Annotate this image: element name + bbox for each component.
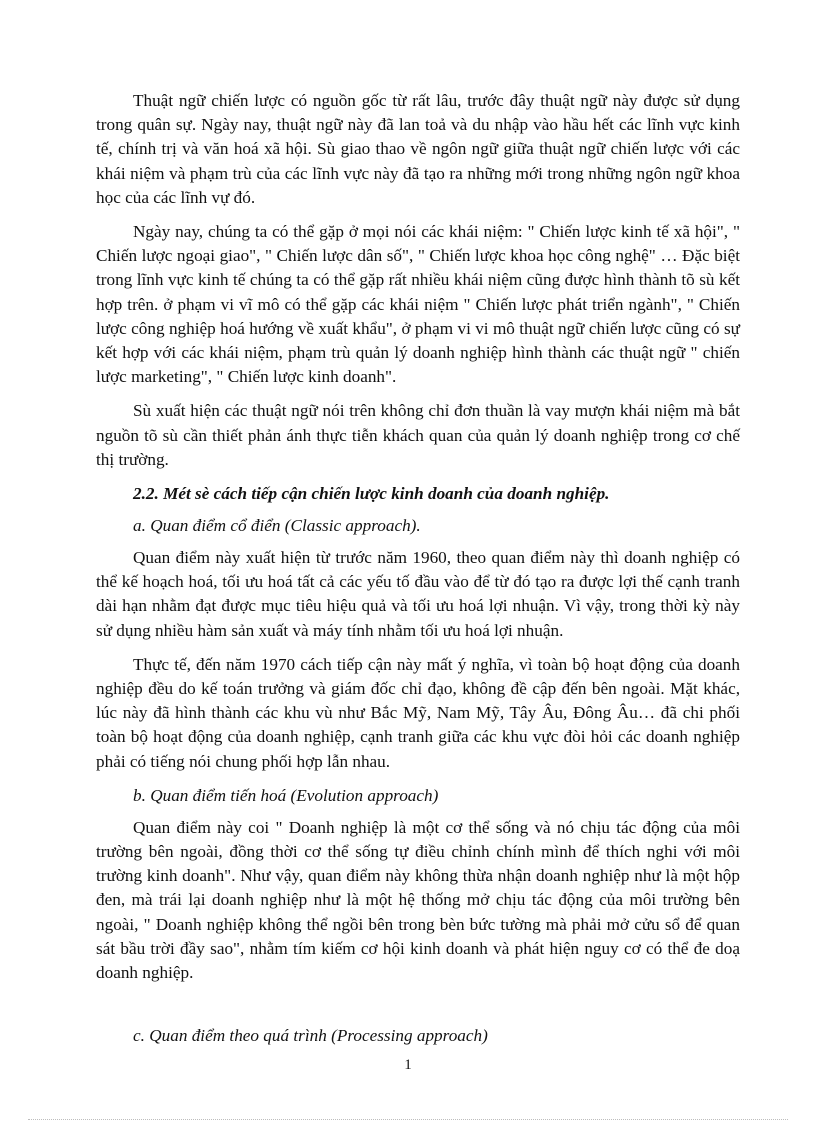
paragraph-evolution-approach: Quan điểm này coi " Doanh nghiệp là một cơ thể sống và nó chịu tác động của môi trường bên ngoài, đồng thời cơ thể sống tự điều chỉnh chính mình để thích nghi với môi trường kinh doanh". Như vậy, quan điểm này không thừa nhận doanh nghiệp như là một hộp đen, mà trái lại doanh nghiệp như là một hệ thống mở chịu tác động của môi trường bên ngoài, " Doanh nghiệp không thể ngồi bên trong bèn bức tường mà phải mở cửu sổ để quan sát bầu trời đầy sao", nhằm tím kiếm cơ hội kinh doanh và phát hiện nguy cơ có thể đe doạ doanh nghiệp.: [96, 817, 740, 983]
paragraph-strategy-concepts: Ngày nay, chúng ta có thể gặp ở mọi nói các khái niệm: " Chiến lược kinh tế xã hội", " Chiến lược ngoại giao", " Chiến lược dân số", " Chiến lược khoa học công nghệ" … Đặc biệt trong lĩnh vực kinh tế chúng ta có thể gặp rất nhiều khái niệm cũng được hình thành tõ sù kết hợp trên. ở phạm vi vĩ mô có thể gặp các khái niệm " Chiến lược phát triển ngành", " Chiến lược công nghiệp hoá hướng về xuất khẩu", ở phạm vi vi mô thuật ngữ chiến lược cũng có sự kết hợp với các khái niệm, phạm trù quản lý doanh nghiệp hình thành các thuật ngữ " chiến lược marketing", " Chiến lược kinh doanh".: [96, 222, 740, 387]
paragraph-classic-approach-decline: Thực tế, đến năm 1970 cách tiếp cận này mất ý nghĩa, vì toàn bộ hoạt động của doanh nghiệp đều do kế toán trưởng và giám đốc chỉ đạo, không đề cập đến bên ngoài. Mặt khác, lúc này đã hình thành các khu vù như Bắc Mỹ, Nam Mỹ, Tây Âu, Đông Âu… đã chi phối toàn bộ hoạt động của doanh nghiệp, cạnh tranh giữa các khu vực đòi hỏi các doanh nghiệp phải có tiếng nói chung phối hợp lẫn nhau.: [96, 654, 740, 771]
section-heading-approaches: 2.2. Mét sè cách tiếp cận chiến lược kinh doanh của doanh nghiệp.: [133, 484, 610, 504]
page-number: 1: [404, 1057, 412, 1073]
subheading-classic-approach: a. Quan điểm cổ điển (Classic approach).: [133, 516, 421, 536]
document-body: [96, 89, 740, 1056]
subheading-evolution-approach: b. Quan điểm tiến hoá (Evolution approach): [133, 785, 439, 805]
paragraph-terms-emergence: Sù xuất hiện các thuật ngữ nói trên không chỉ đơn thuần là vay mượn khái niệm mà bắt nguồn tõ sù cần thiết phản ánh thực tiễn khách quan của quản lý doanh nghiệp trong cơ chế thị trường.: [96, 401, 740, 469]
page-bottom-divider: [28, 1119, 788, 1120]
paragraph-classic-approach: Quan điểm này xuất hiện từ trước năm 1960, theo quan điểm này thì doanh nghiệp có thể kế hoạch hoá, tối ưu hoá tất cả các yếu tố đầu vào để từ đó tạo ra được lợi thế cạnh tranh dài hạn nhằm đạt được mục tiêu hiệu quả và tối ưu hoá lợi nhuận. Vì vậy, trong thời kỳ này sử dụng nhiều hàm sản xuất và máy tính nhằm tối ưu hoá lợi nhuận.: [96, 548, 740, 640]
subheading-processing-approach: c. Quan điểm theo quá trình (Processing approach): [133, 1026, 488, 1046]
blank-line: [96, 995, 740, 1020]
paragraph-strategy-origin: Thuật ngữ chiến lược có nguồn gốc từ rất lâu, trước đây thuật ngữ này được sử dụng trong quân sự. Ngày nay, thuật ngữ này đã lan toả và du nhập vào hầu hết các lĩnh vực kinh tế, chính trị và văn hoá xã hội. Sù giao thao về ngôn ngữ giữa thuật ngữ chiến lược với các khái niệm và phạm trù của các lĩnh vực này đã tạo ra những mới trong những ngôn ngữ khoa học của các lĩnh vự đó.: [96, 91, 740, 207]
